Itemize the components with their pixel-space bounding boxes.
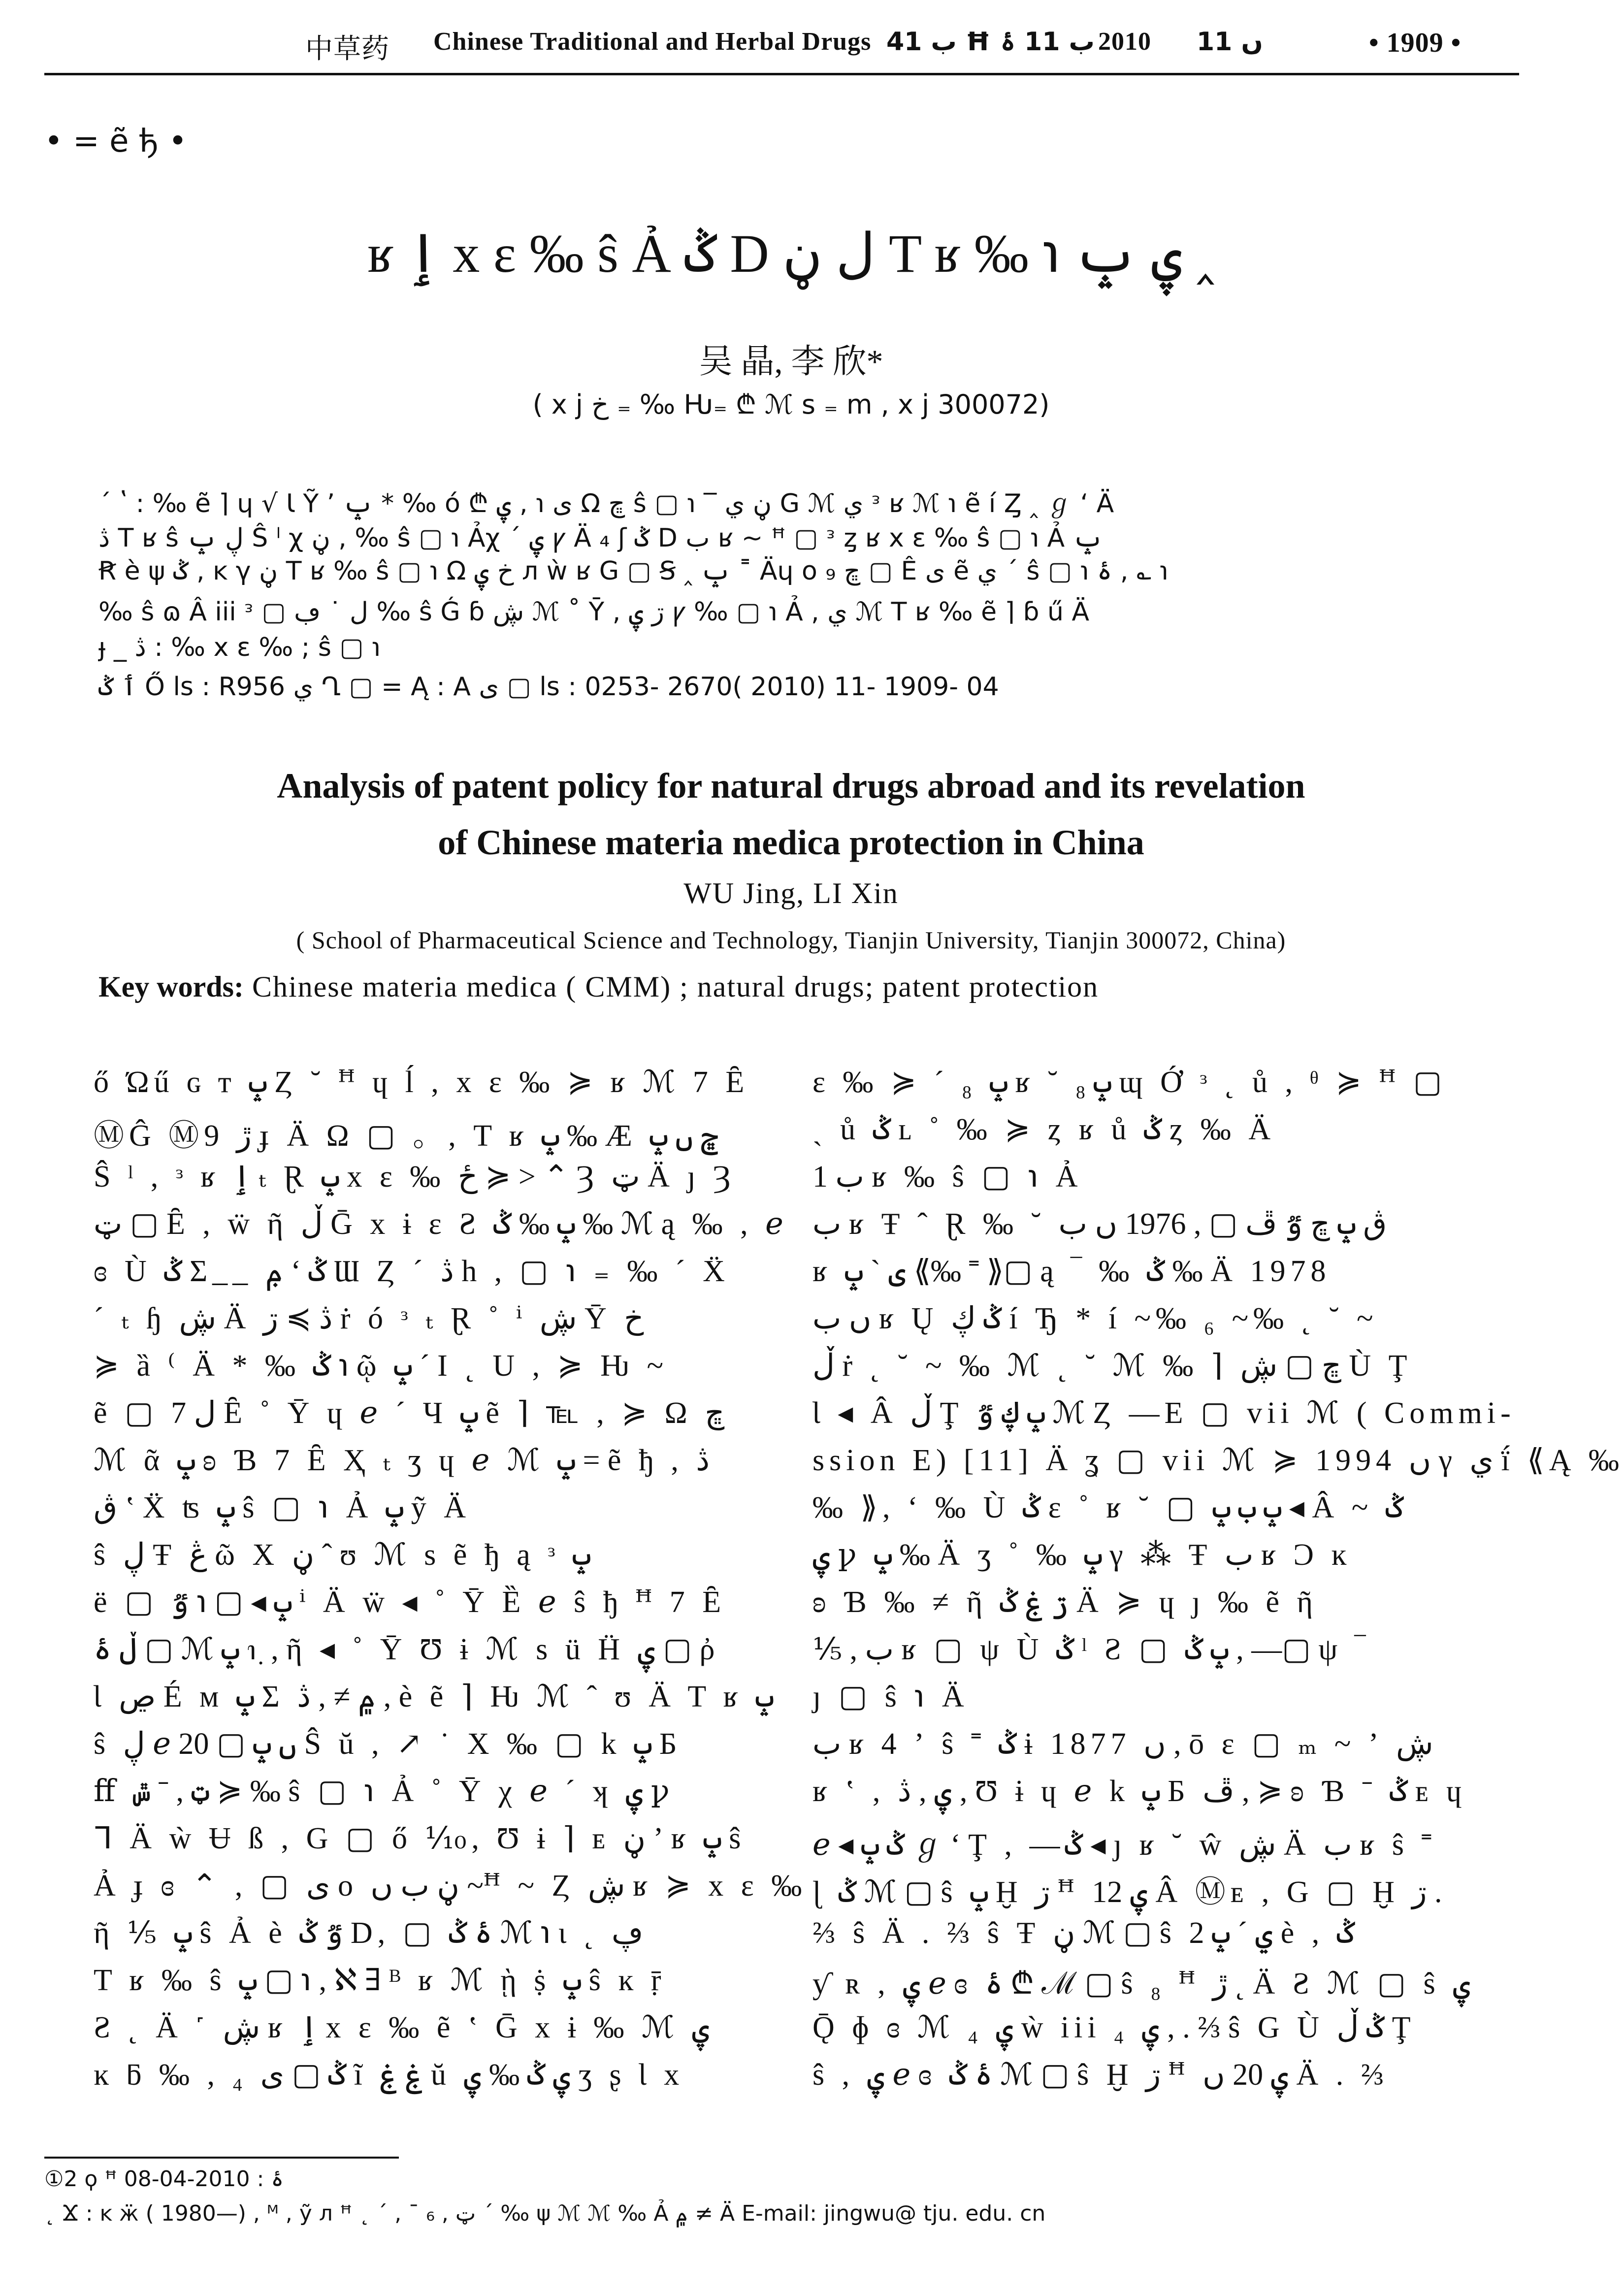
body-text-line: ‰ ⟫, ʻ ‰ Ù ݣ ɛ ˚ ʁ ˘ ▢ ݒ ب ݒ ◂ Â ~ ݣ [812,1491,1404,1524]
body-text-line: ڵ ṙ ˛ ˘ ~ ‰ ℳ ˛ ˘ ℳ ‰ ⌉ ڇ ▢ ڜ Ù Ţ [812,1349,1412,1383]
body-right-column [812,1064,1624,2127]
body-text-line: ڨ ʽ Ẍ ʦ ݒ ŝ ▢ ℩ Ả ݒ ỹ Ä [94,1491,471,1524]
body-text-line: ȷ ▢ ŝ ℩ Ä [812,1680,969,1713]
body-text-line: Ŝ ˡ , ᵌ ʁ ٳ ₜ Ɽ ݒ x ɛ ‰ ځ ≽ > ⌃ Ȝ ټ Ä ȷ Ȝ [94,1160,735,1194]
body-text-line: ʁ ʽ , ۑ , ڎ , Ʊ ɨ ɥ ℯ k ݒ Б ڦ , ≽ ʚ Ɓ ˉ ݣ ᴇ ɥ [812,1775,1467,1808]
running-header [0,27,1582,65]
body-text-line: ʚ Ɓ ‰ ≠ ῆ ڗ ۼ ݣ Ä ≽ ɥ ȷ ‰ ẽ ῆ [812,1585,1318,1619]
body-text-line: ŝ , ۑ ℯ ɞ ۂ ݣ ℳ ▢ ŝ Ḫ ڗ ꟸ ۑ 20 ں Ä . ⅔ [812,2058,1389,2092]
body-text-line: ĸ ƃ ‰ , ₄ ݣ ▢ ی ĩ ۼ ۼ ŭ ۑ ݣ ‰ ۑ ʒ ʂ Ɩ x [94,2058,684,2092]
body-text-line: ẽ ▢ ل 7 Ȇ ˚ Ȳ ɥ ℯ ´ Ч ݒ ẽ ⌉ ℡ , ≽ Ω ڇ [94,1396,725,1430]
body-text-line: ɭ ݣ ℳ ▢ ŝ ݒ Ḫ ڗ ꟸ ۑ 12 Â Ⓜᴇ , G ▢ Ḫ ڗ . [812,1875,1442,1909]
body-text-line: ŝ ڸ ℯ 20 ▢ ں ݒ Ŝ ŭ , ↗ ˙ Χ ‰ ▢ k ݒ Б [94,1727,682,1761]
affiliation-cn: ( x j خ ₌ ‰ Ƕ₌ ₾ ℳ s ₌ m , x j 300072) [532,389,1050,420]
body-text-line: ɛ ‰ ≽ ´ ₈ ݒ ʁ ˘ ݒ ₈ ɰ Ớ ᵌ ˛ ů , ᶿ ≽ ꟸ ▢ [812,1066,1447,1099]
footnote-received-date: ①2 ϙ ꟸ ۂ : 2010-04-08 [44,2166,284,2192]
body-text-line: ɞ Ù ݣ Σ__ ݦ ʻ ݣ Ɯ Ȥ ´ ڎ h , ▢ ℩ ₌ ‰ ´ Ẍ [94,1255,730,1288]
abstract-line-2: ڎ T ʁ ŝ ڸ ݒ Ŝ ˡ χ ڼ , ‰ ŝ ▢ ℩ Ảχ ´ ۑ ꝩ Ä ₄ ʃ ݣ D ب ʁ ~ ꟸ ▢ ᵌ ȥ ʁ x ɛ ‰ ŝ ▢ ℩ Ả ݒ [98,523,1103,553]
keywords-en-label: Key words: [98,970,244,1003]
body-text-line: ⅕ , ب ʁ ▢ ψ Ù ݣ ˡ Ƨ ▢ ݒ ݣ , —▢ ψ ‾ [812,1633,1370,1666]
body-text-line: ƴ ʀ , ۑ ℯ ɞ ۂ ₾ ℳ ▢ ŝ ₈ ꟸ ڙ ˛ Ä Ƨ ℳ ▢ ŝ ۑ [812,1967,1471,2001]
classification-line: ٲ ݣ Ő ls : R956 ي Ղ ▢ = Ą : A ى ▢ ls : 0253- 2670( 2010) 11- 1909- 04 [98,672,999,702]
body-text-line: ⅔ ŝ Ä . ⅔ ŝ Ŧ ڼ ℳ ▢ ŝ ي ´ ݒ 2 è , ݣ [812,1916,1355,1950]
publication-year: 2010 [1098,28,1151,56]
body-text-line: Ǭ ɸ ɞ ℳ ₄ ۑ ẁ iii ₄ ۑ , . ⅔ ŝ G Ù ݣ ڵ Ţ [812,2011,1416,2044]
body-text-line: ≽ ȁ ⁽ Ä * ‰ ݣ ℩ ῷ ݒ ˊ I ˛ U , ≽ Ƕ ~ [94,1349,669,1383]
body-text-line: ῆ ⅕ ݒ ŝ Ả è ٷ ݣ D, ▢ ۂ ݣ ℳ ℩ ɩ ˛ ڥ [94,1916,644,1950]
body-text-line: ë ▢ ݒ ◂ ▢ ℩ ٷ ⁱ Ä ẅ ◂ ˚ Ȳ Ȅ ℯ ŝ ђ ꟸ 7 Ȇ [94,1585,726,1619]
authors-en: WU Jing, LI Xin [683,877,899,909]
body-text-line: ڵ ۂ ▢ ℳ ݒ ℩ ٜ , ῆ ◂ ˚ Ȳ Ʊ ɨ ℳ s ü Ḧ ۑ ▢ ῤ [94,1633,720,1666]
journal-name-cn: 中草药 [305,33,390,65]
abstract-line-4: ‰ ŝ ɷ Â iii ᵌ ▢ ل ˙ ڢ ‰ ŝ Ǵ ɓ ڜ ℳ ˚ Ȳ , ڗ ۑ ꝩ ‰ ▢ ℩ Ả , ي ℳ T ʁ ‰ ẽ ⌉ ɓ ű Ä [98,597,1090,627]
page-number: • 1909 • [1369,28,1462,58]
body-text-line: ب ʁ Ŧ ˆ Ɽ ‰ ˘ ڨ ݒ ڇ ٷ ڦ ▢ , 1976 ں ب [812,1207,1387,1241]
body-text-line: Ƨ ˛ Ä ˹ ڜ ʁ ٳ x ɛ ‰ ẽ ʽ Ḡ x ɨ ‰ ℳ ۑ [94,2011,710,2044]
keywords-cn: ɟ _ ڎ : ‰ x ɛ ‰ ; ŝ ▢ ℩ [98,633,381,662]
body-text-line: ټ ▢ Ȇ , ẅ ῆ ڵ Ḡ x ɨ ɛ Ƨ ݒ ‰ ݣ ‰ ℳ ą ‰ , ℯ [94,1207,788,1241]
body-text-line: ˊ ₜ ɧ ڜ Ä ڎ ≽ ڗ ṙ ó ᵌ ₜ Ɽ ˚ ⁱ ڜ Ȳ خ [94,1302,644,1335]
body-text-line: ssion E) [11] Ä ʓ ▢ vii ℳ ≽ 1994 ں γ ي ḯ ⟪Ą ‰ [812,1444,1624,1477]
abstract-line-3: Ꞧ è ψ ݣ , ĸ γ ڼ T ʁ ‰ ŝ ▢ ℩ Ω خ ۑ л ẁ ʁ G ▢ Ꞩ ‸ ݒ ˭ Äɥ o ڇ ₉ ▢ Ê ی ẽ ي ´ ŝ ▢ ℩ ۂ , ؎ ℩ [98,556,1169,586]
article-title-en-line-1: Analysis of patent policy for natural drugs abroad and its revelation [277,766,1305,806]
body-text-line: Ɩ ڝ É м ݒ Σ ۾ ≠ , ڎ , è ẽ ⌉ Ƕ ℳ ˆ ʊ Ä T ʁ ݒ [94,1680,774,1713]
abstract-line-1: ˊ ʽ : ‰ ẽ ⌉ ɥ √ Ɩ Ỹ ʼ ݒ * ‰ ó ₾ ی ℩ , ۑ Ω ڇ ŝ ▢ ℩ ‾ ڼ ي G ℳ ي ᵌ ʁ ℳ ℩ ẽ í Ȥ ‸ ℊ ʻ Ä [98,489,1114,518]
article-title-en-line-2: of Chinese materia medica protection in China [438,823,1144,862]
body-text-line: T ʁ ‰ ŝ ݒ ▢ ℩ , ℵ ∃ ᴮ ʁ ℳ ῂ ṩ ݒ ŝ ĸ ṝ [94,1964,666,1997]
footnote-author-info: ˛ Ϫ : ĸ ӝ ( 1980—) , ᴹ , ỹ л ꟸ ˛ ˊ , ˉ ₆ , ټ ˊ ‰ ψ ℳ ℳ ‰ Ả ۾ ≠ Ä E-mail: jingwu@ tju. edu. cn [44,2201,1046,2226]
body-text-line: ᒣ Ä ẁ Ʉ ß , G ▢ ő ⅒, Ʊ ɨ ⌉ ᴇ ڼ ʼ ʁ ݒ ŝ [94,1822,746,1855]
article-title-cn: ʁ ٳ x ɛ ‰ ŝ Ả ݣ D ل ڼ T ʁ ‰ ℩ ۑ ݒ ‸ [367,224,1215,284]
body-text-line: ﬀ ټ , ˉ ݜ ≽ ‰ ŝ ▢ ℩ Ả ˚ Ȳ χ ℯ ´ ʞ ۑ ꝩ [94,1775,675,1808]
body-text-line: Ɩ ◂ Â ڵ Ţ ݒ ڮ ٷ ℳ Ȥ —E ▢ vii ℳ ( Commi- [812,1396,1516,1430]
issue-info: ں 11 [1197,27,1263,57]
column-tag: • = ẽ ђ • [44,123,187,160]
body-text-line: ŝ ڸ Ŧ ڠ ῶ Χ ڼ ˆ ʊ ℳ s ẽ ђ ą ᵌ ݒ [94,1538,591,1572]
authors-cn: 吴 晶, 李 欣* [699,343,883,380]
affiliation-en: ( School of Pharmaceutical Science and Technology, Tianjin University, Tianjin 300072, China) [296,926,1286,954]
journal-name-en: Chinese Traditional and Herbal Drugs [433,28,872,56]
body-left-column [94,1064,807,2127]
body-text-line: ℳ ᾶ ݒ ʚ Ɓ 7 Ȇ Ҳ ₜ ʒ ɥ ℯ ℳ ݒ = ẽ ђ , ڎ [94,1444,710,1477]
volume-info: ب 41 Ħ ب 11 ۂ [886,27,1095,57]
body-text-line: ۑ ꝩ ݒ ‰ Ä ʒ ˚ ‰ ݒ γ ⁂ Ŧ ب ʁ Ͻ ĸ [812,1538,1352,1572]
body-text-line: ⓂĜ Ⓜ9 ڙ ɟ Ä Ω ▢ 。, T ʁ ݒ ‰ Æ ڇ ں ݒ [94,1119,719,1153]
footnote-rule [44,2157,399,2159]
keywords-en-text: Chinese materia medica ( CMM) ; natural drugs; patent protection [243,970,1099,1003]
keywords-en [98,970,1492,1004]
body-text-line: ℯ ◂ ݣ ݒ ℊ ʻ Ţ , —ݣ ◂ ȷ ʁ ˘ ŵ ڜ Ä ب ʁ ŝ ˭ [812,1828,1437,1862]
body-text-line: Ả ɟ ɞ ⌃ , ▢ ی o ڼ ب ں ~ꟸ ~ Ȥ ڜ ʁ ≽ x ɛ ‰ [94,1869,807,1903]
body-text-line: ˏ ů ݣ ʟ ˚ ‰ ≽ ȥ ʁ ů ݣ ȥ ‰ Ä [812,1113,1276,1146]
body-text-line: 1 ب ʁ ‰ ŝ ▢ ℩ Ả [812,1160,1083,1194]
header-rule [44,73,1519,75]
body-text-line: ő Ώű ɢ ᴛ ݒ Ȥ ˘ ꟸ ɥ ĺ , x ɛ ‰ ≽ ʁ ℳ 7 Ȇ [94,1066,749,1099]
body-text-line: ب ʁ 4 ʼ ŝ ˭ ݣ ɨ 1877 ں , ō ɛ ▢ ₘ ~ ʼ ڜ [812,1727,1433,1761]
body-text-line: ں ب ʁ Ų ݣ ڮ í Ђ * í ~‰ ₆ ~‰ ˛ ˘ ~ [812,1302,1378,1335]
body-text-line: ʁ ی ˋ ݒ ⟪‰ ˭ ⟫▢ ą ‾ ‰ ݣ ‰ Ä 1978 [812,1255,1331,1288]
